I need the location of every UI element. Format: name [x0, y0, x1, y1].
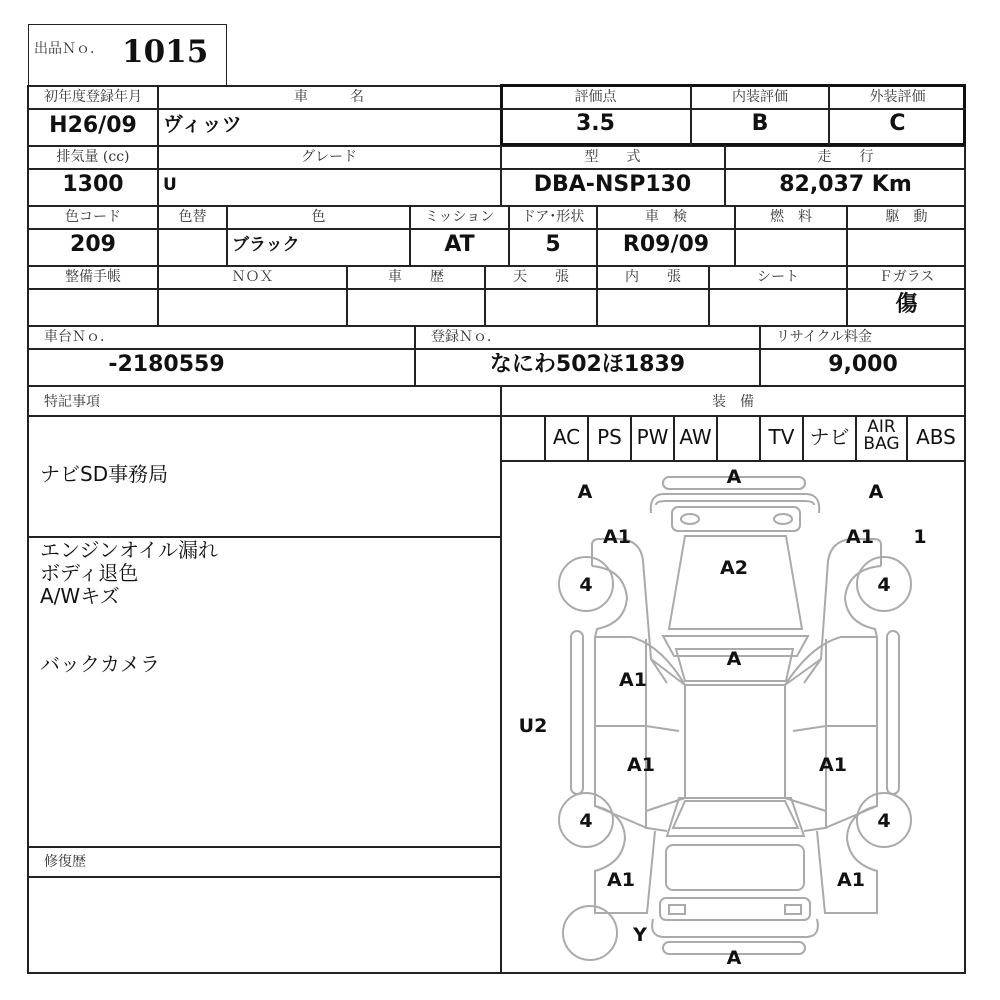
rear-light-right: [785, 905, 801, 914]
inspection-label: 車 検: [645, 209, 687, 225]
fuel-label: 燃 料: [770, 209, 812, 225]
special-notes-label: 特記事項: [44, 394, 100, 410]
note-line-1: エンジンオイル漏れ: [40, 538, 218, 562]
mileage-value: 82,037 Km: [779, 172, 912, 197]
hline: [27, 876, 501, 878]
drive-label: 駆 動: [885, 209, 928, 225]
chassis-value: -2180559: [108, 352, 225, 377]
mark-left-rear-fender: A1: [607, 869, 635, 891]
mission-value: AT: [444, 232, 475, 257]
headlight-right: [774, 514, 792, 524]
score-label: 評価点: [574, 89, 617, 105]
lot-number-label: 出品Ｎｏ．: [34, 41, 104, 57]
outer-bottom-border: [27, 972, 966, 974]
model-value: DBA-NSP130: [533, 172, 692, 197]
seat-label: シート: [757, 269, 799, 285]
mark-right-rear-tire: 4: [877, 810, 891, 832]
door-label: ドア･形状: [521, 209, 585, 225]
mark-right-rear-door: A1: [819, 754, 847, 776]
mark-left-rear-tire: 4: [579, 810, 593, 832]
mark-right-rear-fender: A1: [837, 869, 865, 891]
spare-tire-shape: [563, 906, 617, 960]
chassis-label: 車台Ｎｏ．: [44, 329, 114, 345]
interior-label: 内装評価: [732, 89, 788, 105]
mark-roof: A: [726, 648, 742, 670]
mark-rear-bumper: A: [726, 947, 742, 969]
equip-abs: ABS: [916, 425, 956, 449]
right-rocker-shape: [887, 631, 899, 794]
maintenance-label: 整備手帳: [65, 269, 121, 285]
car-name-value: ヴィッツ: [163, 112, 242, 136]
equip-navi: ナビ: [809, 425, 850, 449]
rear-window-shape: [673, 801, 798, 828]
rear-bumper-lip: [652, 919, 818, 937]
lot-number-value: 1015: [122, 34, 209, 70]
mark-left-front-door: A1: [619, 669, 647, 691]
model-label: 型 式: [584, 149, 641, 165]
registration-value: なにわ502ほ1839: [489, 352, 686, 377]
fglass-label: Ｆガラス: [878, 269, 935, 285]
equip-tv: TV: [768, 425, 795, 449]
roof-label: 天 張: [513, 269, 569, 285]
note-line-2: ボディ退色: [40, 561, 139, 585]
equip-airbag-bottom: BAG: [863, 434, 900, 454]
repair-history-label: 修復歴: [44, 854, 86, 870]
car-name-label: 車 名: [294, 89, 364, 105]
mark-hood: A2: [720, 557, 748, 579]
grade-value: U: [163, 175, 177, 195]
score-value: 3.5: [576, 111, 615, 136]
rear-lights-bar: [660, 898, 810, 920]
door-value: 5: [545, 232, 561, 257]
mark-left-rocker: U2: [518, 715, 548, 737]
grade-label: グレード: [301, 149, 357, 165]
special-note-navi: ナビSD事務局: [40, 462, 169, 486]
mission-label: ミッション: [424, 209, 495, 225]
color-code-label: 色コード: [65, 209, 121, 225]
mark-left-rear-door: A1: [627, 754, 655, 776]
first-reg-value: H26/09: [49, 113, 137, 138]
hline: [27, 385, 966, 387]
trunk-shape: [666, 845, 804, 890]
inspection-value: R09/09: [622, 232, 710, 257]
hline: [27, 846, 501, 848]
displacement-label: 排気量 (cc): [56, 149, 130, 165]
recycle-value: 9,000: [828, 352, 898, 377]
mark-right-front-tire: 4: [877, 574, 891, 596]
color-change-label: 色替: [178, 209, 207, 225]
exterior-value: C: [889, 111, 906, 136]
exterior-label: 外装評価: [869, 89, 926, 105]
mark-left-front-fender: A1: [603, 526, 631, 548]
mark-spare-tire: Y: [633, 924, 647, 946]
car-damage-diagram: [501, 461, 965, 971]
mark-front-bumper: A: [726, 466, 742, 488]
rear-window-outer: [667, 798, 804, 836]
equipment-label: 装 備: [712, 394, 754, 410]
equip-airbag-top: AIR: [867, 417, 896, 437]
interior-value: B: [751, 111, 769, 136]
nox-label: ＮＯＸ: [231, 269, 274, 285]
grille-shape: [672, 507, 800, 531]
equip-pw: PW: [636, 425, 669, 449]
color-code-value: 209: [70, 232, 116, 257]
mark-front-left-corner: A: [577, 481, 593, 503]
mileage-label: 走 行: [817, 149, 874, 165]
left-rocker-shape: [571, 631, 583, 794]
mark-left-front-tire: 4: [579, 574, 593, 596]
note-line-3: A/Wキズ: [40, 584, 120, 608]
hline: [27, 288, 966, 290]
color-value: ブラック: [232, 235, 300, 255]
roof-shape: [685, 685, 785, 798]
equip-ps: PS: [597, 425, 622, 449]
equip-aw: AW: [679, 425, 712, 449]
equip-airbag: [856, 415, 907, 453]
recycle-label: リサイクル料金: [776, 329, 873, 345]
headlight-left: [681, 514, 699, 524]
first-reg-label: 初年度登録年月: [44, 89, 142, 105]
equip-ac: AC: [552, 425, 581, 449]
mark-front-right-corner: A: [868, 481, 884, 503]
registration-label: 登録Ｎｏ．: [431, 329, 501, 345]
hood-shape: [669, 536, 802, 629]
displacement-value: 1300: [62, 172, 124, 197]
front-bumper-lip: [651, 494, 820, 513]
fglass-value: 傷: [895, 292, 918, 317]
inner-label: 内 張: [625, 269, 681, 285]
mark-right-front-fender: A1: [846, 526, 874, 548]
note-back-camera: バックカメラ: [40, 652, 160, 676]
mark-right-front-extra: 1: [913, 526, 927, 548]
rear-light-left: [669, 905, 685, 914]
color-label: 色: [311, 209, 326, 225]
history-label: 車 歴: [388, 269, 444, 285]
